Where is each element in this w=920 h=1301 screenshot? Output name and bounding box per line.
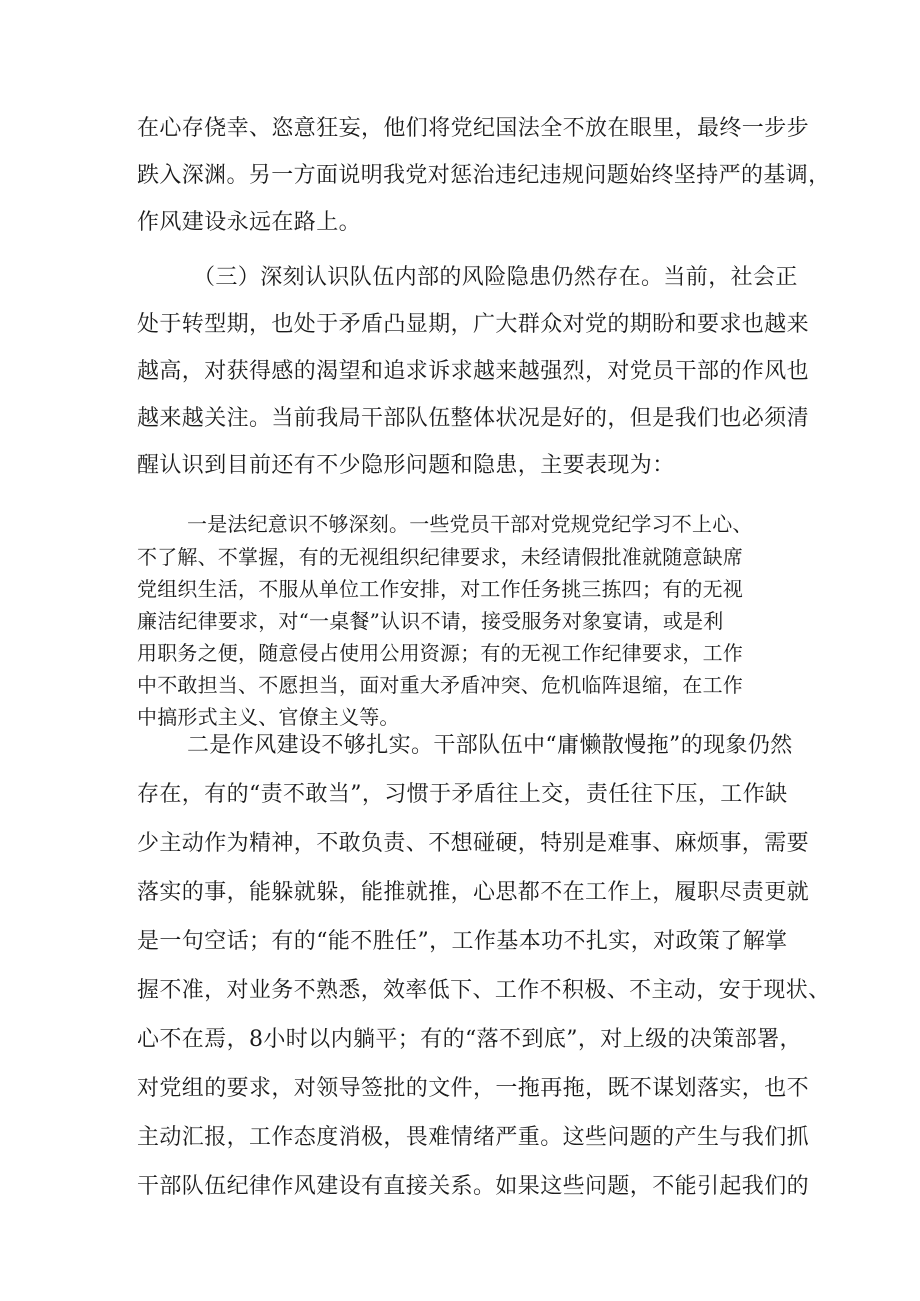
text-line: 一是法纪意识不够深刻。一些党员干部对党规党纪学习不上心、 [187, 512, 753, 536]
text-line: 存在，有的“责不敢当”，习惯于矛盾往上交，责任往下压，工作缺 [137, 782, 788, 807]
text-line: 作风建设永远在路上。 [137, 210, 362, 235]
text-line: 醒认识到目前还有不少隐形问题和隐患，主要表现为： [137, 453, 675, 478]
text-line: 不了解、不掌握，有的无视组织纪律要求，未经请假批准就随意缺席 [137, 545, 743, 569]
text-line: 二是作风建设不够扎实。干部队伍中“庸懒散慢拖”的现象仍然 [187, 733, 793, 758]
text-line: 中不敢担当、不愿担当，面对重大矛盾冲突、危机临阵退缩，在工作 [137, 673, 743, 697]
text-line: 党组织生活，不服从单位工作安排，对工作任务挑三拣四；有的无视 [137, 577, 743, 601]
text-line: 握不准，对业务不熟悉，效率低下、工作不积极、不主动，安于现状、 [137, 978, 831, 1003]
text-line: 廉洁纪律要求，对“一桌餐”认识不请，接受服务对象宴请，或是利 [137, 609, 724, 633]
text-line: 对党组的要求，对领导签批的文件，一拖再拖，既不谋划落实，也不 [137, 1076, 810, 1101]
text-line: 心不在焉，8小时以内躺平；有的“落不到底”，对上级的决策部署， [137, 1027, 802, 1052]
text-line: 用职务之便，随意侵占使用公用资源；有的无视工作纪律要求，工作 [137, 641, 743, 665]
text-line: 少主动作为精神，不敢负责、不想碰硬，特别是难事、麻烦事，需要 [137, 831, 810, 856]
text-line: 越来越关注。当前我局干部队伍整体状况是好的，但是我们也必须清 [137, 406, 810, 431]
text-line: 处于转型期，也处于矛盾凸显期，广大群众对党的期盼和要求也越来 [137, 312, 810, 337]
text-line: 跌入深渊。另一方面说明我党对惩治违纪违规问题始终坚持严的基调， [137, 163, 831, 188]
text-line: 中搞形式主义、官僚主义等。 [137, 705, 400, 729]
text-line: 越高，对获得感的渴望和追求诉求越来越强烈，对党员干部的作风也 [137, 359, 810, 384]
text-line: 落实的事，能躲就躲，能推就推，心思都不在工作上，履职尽责更就 [137, 880, 810, 905]
text-line: 主动汇报，工作态度消极，畏难情绪严重。这些问题的产生与我们抓 [137, 1125, 810, 1150]
text-line: 干部队伍纪律作风建设有直接关系。如果这些问题，不能引起我们的 [137, 1174, 810, 1199]
text-line: 是一句空话；有的“能不胜任”，工作基本功不扎实，对政策了解掌 [137, 929, 788, 954]
text-line: 在心存侥幸、恣意狂妄，他们将党纪国法全不放在眼里，最终一步步 [137, 116, 810, 141]
section-heading-line: （三）深刻认识队伍内部的风险隐患仍然存在。当前，社会正 [193, 265, 798, 290]
